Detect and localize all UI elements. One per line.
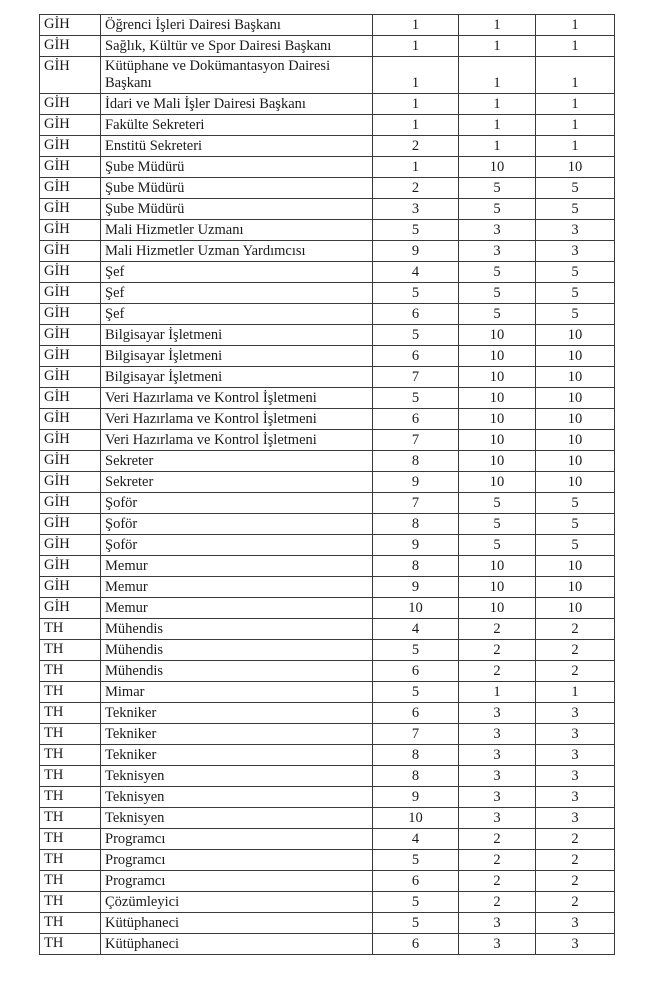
- class-cell: GİH: [40, 577, 101, 598]
- title-cell: Sekreter: [101, 451, 373, 472]
- title-cell: Memur: [101, 598, 373, 619]
- degree-cell: 9: [373, 241, 459, 262]
- count-cell: 2: [536, 661, 615, 682]
- title-cell: Mali Hizmetler Uzman Yardımcısı: [101, 241, 373, 262]
- class-cell: TH: [40, 829, 101, 850]
- title-cell: Şef: [101, 262, 373, 283]
- title-cell: Kütüphane ve Dokümantasyon Dairesi Başkanı: [101, 57, 373, 94]
- title-cell: Şoför: [101, 535, 373, 556]
- table-row: [40, 304, 615, 325]
- count-cell: 3: [536, 724, 615, 745]
- title-cell: Şube Müdürü: [101, 178, 373, 199]
- table-row: [40, 241, 615, 262]
- count-cell: 10: [459, 388, 536, 409]
- degree-cell: 7: [373, 367, 459, 388]
- degree-cell: 2: [373, 136, 459, 157]
- count-cell: 10: [459, 346, 536, 367]
- degree-cell: 5: [373, 682, 459, 703]
- class-cell: TH: [40, 787, 101, 808]
- table-row: [40, 451, 615, 472]
- class-cell: GİH: [40, 15, 101, 36]
- count-cell: 5: [536, 262, 615, 283]
- title-cell: Şoför: [101, 514, 373, 535]
- count-cell: 5: [459, 493, 536, 514]
- table-row: [40, 472, 615, 493]
- title-cell: Veri Hazırlama ve Kontrol İşletmeni: [101, 409, 373, 430]
- count-cell: 2: [459, 829, 536, 850]
- degree-cell: 9: [373, 535, 459, 556]
- table-row: [40, 619, 615, 640]
- class-cell: GİH: [40, 556, 101, 577]
- count-cell: 5: [536, 514, 615, 535]
- count-cell: 10: [536, 430, 615, 451]
- count-cell: 10: [536, 472, 615, 493]
- class-cell: GİH: [40, 157, 101, 178]
- class-cell: GİH: [40, 430, 101, 451]
- count-cell: 5: [459, 283, 536, 304]
- class-cell: TH: [40, 619, 101, 640]
- class-cell: GİH: [40, 388, 101, 409]
- class-cell: TH: [40, 850, 101, 871]
- degree-cell: 4: [373, 829, 459, 850]
- table-row: [40, 640, 615, 661]
- count-cell: 5: [536, 535, 615, 556]
- title-cell: Kütüphaneci: [101, 934, 373, 955]
- title-cell: Memur: [101, 577, 373, 598]
- count-cell: 5: [536, 199, 615, 220]
- degree-cell: 5: [373, 892, 459, 913]
- count-cell: 10: [459, 598, 536, 619]
- count-cell: 10: [536, 367, 615, 388]
- degree-cell: 1: [373, 157, 459, 178]
- class-cell: GİH: [40, 367, 101, 388]
- count-cell: 10: [536, 556, 615, 577]
- degree-cell: 6: [373, 346, 459, 367]
- table-row: [40, 598, 615, 619]
- class-cell: GİH: [40, 283, 101, 304]
- table-row: [40, 136, 615, 157]
- degree-cell: 6: [373, 871, 459, 892]
- class-cell: TH: [40, 766, 101, 787]
- table-row: [40, 766, 615, 787]
- count-cell: 10: [536, 157, 615, 178]
- table-row: [40, 57, 615, 94]
- count-cell: 3: [536, 787, 615, 808]
- table-row: [40, 850, 615, 871]
- degree-cell: 8: [373, 451, 459, 472]
- table-row: [40, 430, 615, 451]
- count-cell: 1: [536, 57, 615, 94]
- class-cell: TH: [40, 724, 101, 745]
- table-row: [40, 724, 615, 745]
- class-cell: TH: [40, 892, 101, 913]
- class-cell: GİH: [40, 472, 101, 493]
- count-cell: 3: [459, 766, 536, 787]
- count-cell: 3: [536, 913, 615, 934]
- table-row: [40, 199, 615, 220]
- count-cell: 2: [459, 640, 536, 661]
- count-cell: 1: [536, 682, 615, 703]
- count-cell: 3: [459, 913, 536, 934]
- count-cell: 5: [536, 493, 615, 514]
- count-cell: 1: [459, 115, 536, 136]
- class-cell: TH: [40, 808, 101, 829]
- count-cell: 3: [459, 787, 536, 808]
- count-cell: 5: [459, 514, 536, 535]
- count-cell: 1: [536, 15, 615, 36]
- class-cell: GİH: [40, 241, 101, 262]
- class-cell: TH: [40, 682, 101, 703]
- degree-cell: 8: [373, 766, 459, 787]
- count-cell: 3: [459, 745, 536, 766]
- count-cell: 2: [536, 619, 615, 640]
- degree-cell: 6: [373, 409, 459, 430]
- title-cell: Şef: [101, 304, 373, 325]
- count-cell: 2: [459, 661, 536, 682]
- degree-cell: 5: [373, 640, 459, 661]
- degree-cell: 7: [373, 430, 459, 451]
- degree-cell: 8: [373, 745, 459, 766]
- count-cell: 2: [459, 871, 536, 892]
- title-cell: Enstitü Sekreteri: [101, 136, 373, 157]
- count-cell: 1: [536, 115, 615, 136]
- degree-cell: 1: [373, 15, 459, 36]
- count-cell: 1: [459, 136, 536, 157]
- class-cell: TH: [40, 745, 101, 766]
- degree-cell: 8: [373, 556, 459, 577]
- count-cell: 2: [459, 619, 536, 640]
- degree-cell: 5: [373, 325, 459, 346]
- count-cell: 3: [536, 934, 615, 955]
- table-row: [40, 661, 615, 682]
- degree-cell: 4: [373, 619, 459, 640]
- count-cell: 5: [459, 262, 536, 283]
- title-cell: Sağlık, Kültür ve Spor Dairesi Başkanı: [101, 36, 373, 57]
- degree-cell: 8: [373, 514, 459, 535]
- degree-cell: 7: [373, 724, 459, 745]
- count-cell: 1: [459, 57, 536, 94]
- table-row: [40, 325, 615, 346]
- table-row: [40, 346, 615, 367]
- degree-cell: 6: [373, 661, 459, 682]
- degree-cell: 6: [373, 934, 459, 955]
- count-cell: 10: [536, 388, 615, 409]
- class-cell: GİH: [40, 115, 101, 136]
- count-cell: 1: [536, 94, 615, 115]
- count-cell: 1: [459, 15, 536, 36]
- table-row: [40, 871, 615, 892]
- count-cell: 5: [459, 178, 536, 199]
- table-body: [40, 15, 615, 955]
- count-cell: 3: [459, 934, 536, 955]
- degree-cell: 10: [373, 598, 459, 619]
- count-cell: 3: [536, 241, 615, 262]
- title-cell: Bilgisayar İşletmeni: [101, 325, 373, 346]
- class-cell: TH: [40, 871, 101, 892]
- table-row: [40, 892, 615, 913]
- title-cell: Şube Müdürü: [101, 199, 373, 220]
- count-cell: 2: [459, 850, 536, 871]
- title-cell: Mühendis: [101, 661, 373, 682]
- title-cell: Fakülte Sekreteri: [101, 115, 373, 136]
- count-cell: 10: [459, 157, 536, 178]
- table-row: [40, 15, 615, 36]
- degree-cell: 10: [373, 808, 459, 829]
- class-cell: GİH: [40, 199, 101, 220]
- count-cell: 10: [536, 577, 615, 598]
- count-cell: 10: [459, 451, 536, 472]
- count-cell: 10: [536, 409, 615, 430]
- table-row: [40, 367, 615, 388]
- degree-cell: 1: [373, 94, 459, 115]
- count-cell: 3: [536, 703, 615, 724]
- title-cell: Bilgisayar İşletmeni: [101, 367, 373, 388]
- title-cell: Çözümleyici: [101, 892, 373, 913]
- title-cell: Şube Müdürü: [101, 157, 373, 178]
- count-cell: 10: [536, 325, 615, 346]
- count-cell: 5: [459, 535, 536, 556]
- degree-cell: 5: [373, 850, 459, 871]
- count-cell: 3: [459, 220, 536, 241]
- title-cell: Sekreter: [101, 472, 373, 493]
- count-cell: 5: [536, 178, 615, 199]
- degree-cell: 6: [373, 703, 459, 724]
- title-cell: Programcı: [101, 829, 373, 850]
- class-cell: GİH: [40, 304, 101, 325]
- count-cell: 10: [536, 598, 615, 619]
- table-row: [40, 934, 615, 955]
- class-cell: GİH: [40, 57, 101, 94]
- count-cell: 3: [536, 766, 615, 787]
- class-cell: TH: [40, 934, 101, 955]
- degree-cell: 4: [373, 262, 459, 283]
- title-cell: Programcı: [101, 871, 373, 892]
- staff-positions-table: [39, 14, 615, 955]
- degree-cell: 9: [373, 472, 459, 493]
- class-cell: GİH: [40, 94, 101, 115]
- table-row: [40, 220, 615, 241]
- title-cell: Mühendis: [101, 619, 373, 640]
- count-cell: 1: [536, 36, 615, 57]
- count-cell: 2: [536, 640, 615, 661]
- title-cell: Teknisyen: [101, 787, 373, 808]
- class-cell: GİH: [40, 535, 101, 556]
- class-cell: GİH: [40, 178, 101, 199]
- degree-cell: 5: [373, 283, 459, 304]
- title-cell: Tekniker: [101, 724, 373, 745]
- table-row: [40, 913, 615, 934]
- class-cell: TH: [40, 661, 101, 682]
- count-cell: 3: [459, 241, 536, 262]
- table-row: [40, 115, 615, 136]
- count-cell: 2: [536, 829, 615, 850]
- count-cell: 1: [536, 136, 615, 157]
- count-cell: 1: [459, 94, 536, 115]
- table-row: [40, 514, 615, 535]
- table-row: [40, 577, 615, 598]
- class-cell: GİH: [40, 493, 101, 514]
- count-cell: 10: [536, 451, 615, 472]
- title-cell: Mali Hizmetler Uzmanı: [101, 220, 373, 241]
- table-row: [40, 703, 615, 724]
- count-cell: 5: [459, 304, 536, 325]
- degree-cell: 6: [373, 304, 459, 325]
- count-cell: 3: [536, 220, 615, 241]
- title-cell: Tekniker: [101, 703, 373, 724]
- title-cell: Memur: [101, 556, 373, 577]
- count-cell: 10: [459, 472, 536, 493]
- count-cell: 10: [459, 577, 536, 598]
- degree-cell: 5: [373, 388, 459, 409]
- count-cell: 3: [536, 745, 615, 766]
- title-cell: İdari ve Mali İşler Dairesi Başkanı: [101, 94, 373, 115]
- degree-cell: 1: [373, 36, 459, 57]
- count-cell: 5: [459, 199, 536, 220]
- table-row: [40, 262, 615, 283]
- class-cell: GİH: [40, 36, 101, 57]
- title-cell: Tekniker: [101, 745, 373, 766]
- degree-cell: 5: [373, 913, 459, 934]
- degree-cell: 2: [373, 178, 459, 199]
- table-row: [40, 409, 615, 430]
- title-cell: Veri Hazırlama ve Kontrol İşletmeni: [101, 388, 373, 409]
- class-cell: GİH: [40, 598, 101, 619]
- title-cell: Teknisyen: [101, 808, 373, 829]
- count-cell: 2: [536, 850, 615, 871]
- title-cell: Programcı: [101, 850, 373, 871]
- table-row: [40, 388, 615, 409]
- count-cell: 5: [536, 304, 615, 325]
- title-cell: Bilgisayar İşletmeni: [101, 346, 373, 367]
- count-cell: 3: [459, 703, 536, 724]
- class-cell: TH: [40, 703, 101, 724]
- count-cell: 3: [536, 808, 615, 829]
- class-cell: TH: [40, 913, 101, 934]
- table-row: [40, 493, 615, 514]
- degree-cell: 3: [373, 199, 459, 220]
- class-cell: GİH: [40, 346, 101, 367]
- class-cell: GİH: [40, 451, 101, 472]
- table-row: [40, 94, 615, 115]
- degree-cell: 9: [373, 787, 459, 808]
- class-cell: GİH: [40, 262, 101, 283]
- table-row: [40, 787, 615, 808]
- table-row: [40, 178, 615, 199]
- table-row: [40, 283, 615, 304]
- degree-cell: 1: [373, 57, 459, 94]
- count-cell: 10: [459, 430, 536, 451]
- table-row: [40, 682, 615, 703]
- class-cell: GİH: [40, 136, 101, 157]
- count-cell: 10: [536, 346, 615, 367]
- title-cell: Mimar: [101, 682, 373, 703]
- degree-cell: 7: [373, 493, 459, 514]
- count-cell: 1: [459, 682, 536, 703]
- table-row: [40, 157, 615, 178]
- count-cell: 1: [459, 36, 536, 57]
- count-cell: 10: [459, 556, 536, 577]
- class-cell: GİH: [40, 220, 101, 241]
- title-cell: Mühendis: [101, 640, 373, 661]
- count-cell: 2: [459, 892, 536, 913]
- title-cell: Teknisyen: [101, 766, 373, 787]
- count-cell: 3: [459, 808, 536, 829]
- class-cell: GİH: [40, 409, 101, 430]
- table-row: [40, 745, 615, 766]
- degree-cell: 9: [373, 577, 459, 598]
- table-row: [40, 535, 615, 556]
- class-cell: TH: [40, 640, 101, 661]
- degree-cell: 1: [373, 115, 459, 136]
- count-cell: 10: [459, 409, 536, 430]
- count-cell: 10: [459, 325, 536, 346]
- count-cell: 10: [459, 367, 536, 388]
- count-cell: 2: [536, 871, 615, 892]
- title-cell: Öğrenci İşleri Dairesi Başkanı: [101, 15, 373, 36]
- table-row: [40, 808, 615, 829]
- table-row: [40, 829, 615, 850]
- degree-cell: 5: [373, 220, 459, 241]
- title-cell: Kütüphaneci: [101, 913, 373, 934]
- class-cell: GİH: [40, 514, 101, 535]
- count-cell: 2: [536, 892, 615, 913]
- title-cell: Veri Hazırlama ve Kontrol İşletmeni: [101, 430, 373, 451]
- title-cell: Şoför: [101, 493, 373, 514]
- count-cell: 5: [536, 283, 615, 304]
- table-row: [40, 556, 615, 577]
- count-cell: 3: [459, 724, 536, 745]
- table-row: [40, 36, 615, 57]
- class-cell: GİH: [40, 325, 101, 346]
- title-cell: Şef: [101, 283, 373, 304]
